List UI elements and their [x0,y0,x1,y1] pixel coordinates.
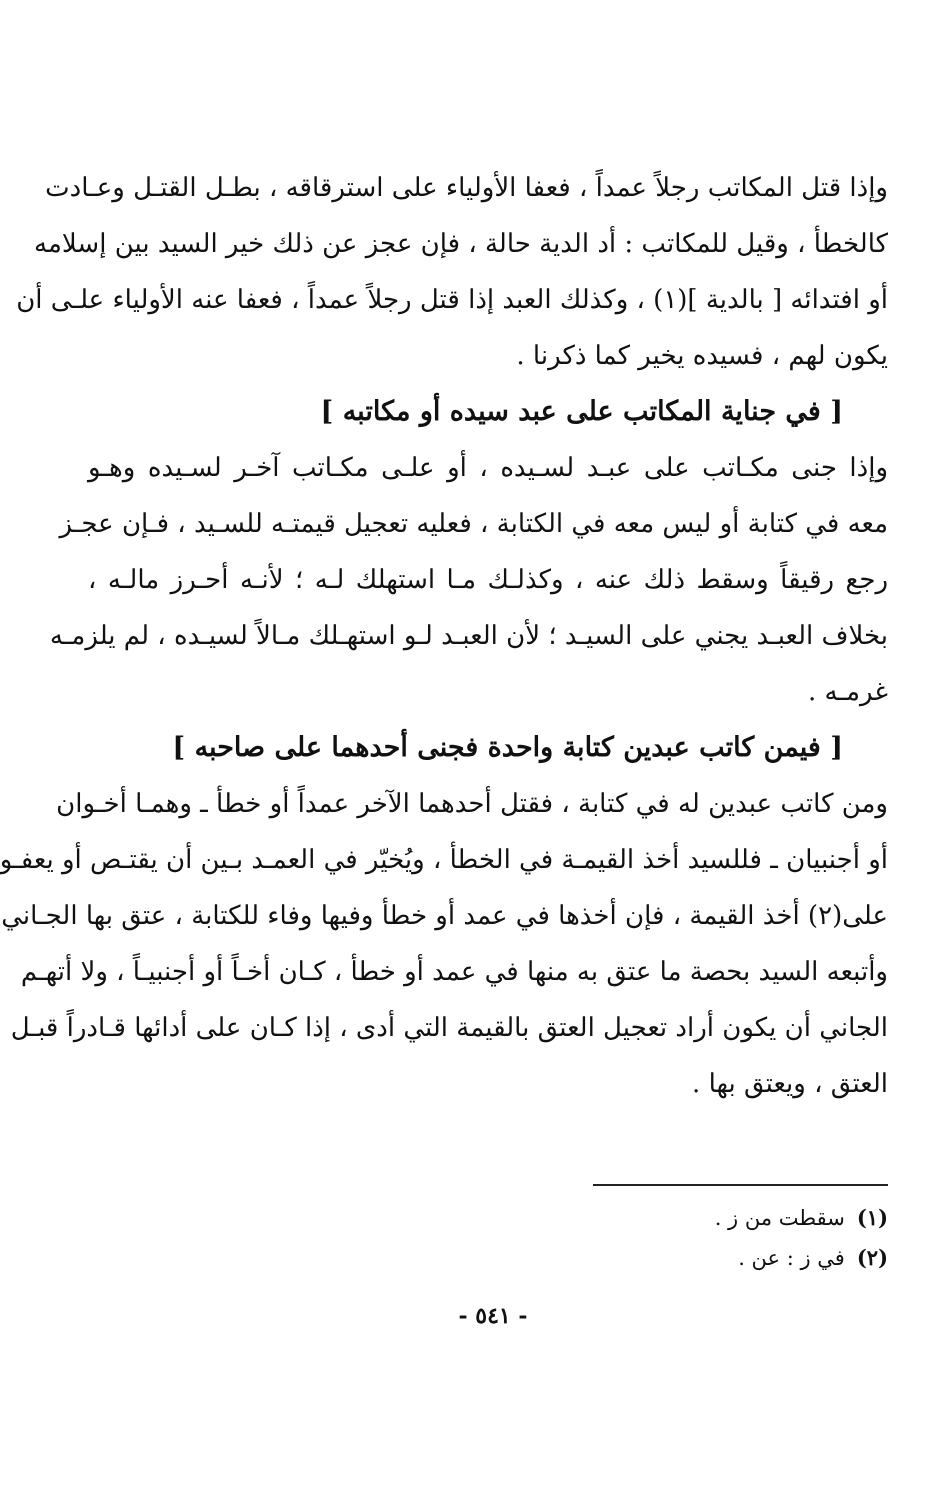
section-heading: [ في جناية المكاتب على عبد سيده أو مكاتبه ] [320,396,843,427]
section-heading: [ فيمن كاتب عبدين كتابة واحدة فجنى أحدهما على صاحبه ] [172,732,843,763]
paragraph2-line-3: رجع رقيقاً وسقط ذلك عنه ، وكذلـك مـا استهلك لـه ؛ لأنـه أحـرز مالـه ، [88,565,888,595]
paragraph3-line-5: الجاني أن يكون أراد تعجيل العتق بالقيمة التي أدى ، إذا كـان على أدائها قـادراً قبـل [10,1013,888,1043]
footnote-2 [738,1240,888,1276]
page-number: - ٥٤١ - [458,1303,528,1329]
footnote-divider [593,1184,888,1186]
paragraph3-line-1: ومن كاتب عبدين له في كتابة ، فقتل أحدهما الآخر عمداً أو خطأ ـ وهمـا أخـوان [56,789,888,819]
document-page [0,150,888,1450]
paragraph3-line-4: وأتبعه السيد بحصة ما عتق به منها في عمد أو خطأ ، كـان أخـاً أو أجنبيـاً ، ولا أتهـم [20,957,888,987]
paragraph1-line-2: كالخطأ ، وقيل للمكاتب : أد الدية حالة ، فإن عجز عن ذلك خير السيد بين إسلامه [34,229,888,259]
paragraph1-line-1: وإذا قتل المكاتب رجلاً عمداً ، فعفا الأولياء على استرقاقه ، بطـل القتـل وعـادت [45,173,888,203]
paragraph3-line-6: العتق ، ويعتق بها . [692,1069,888,1099]
paragraph3-line-3: على(٢) أخذ القيمة ، فإن أخذها في عمد أو خطأ وفيها وفاء للكتابة ، عتق بها الجـاني [1,901,888,931]
paragraph3-line-2: أو أجنبيان ـ فللسيد أخذ القيمـة في الخطأ ، ويُخيّر في العمـد بـين أن يقتـص أو يعفـو [0,845,888,875]
footnote-text: سقطت من ز . [714,1206,845,1230]
paragraph2-line-5: غرمـه . [808,677,888,707]
paragraph1-line-4: يكون لهم ، فسيده يخير كما ذكرنا . [516,341,888,371]
footnote-number: (١) [856,1205,888,1230]
footnote-text: في ز : عن . [738,1246,845,1270]
paragraph1-line-3: أو افتدائه [ بالدية ](١) ، وكذلك العبد إذا قتل رجلاً عمداً ، فعفا عنه الأولياء علـى أن [16,285,888,315]
footnote-1 [715,1200,888,1236]
paragraph2-line-2: معه في كتابة أو ليس معه في الكتابة ، فعليه تعجيل قيمتـه للسـيد ، فـإن عجـز [59,509,888,539]
footnote-number: (٢) [856,1245,888,1270]
paragraph2-line-1: وإذا جنى مكـاتب على عبـد لسـيده ، أو علـى مكـاتب آخـر لسـيده وهـو [88,453,888,483]
paragraph2-line-4: بخلاف العبـد يجني على السيـد ؛ لأن العبـد لـو استهـلك مـالاً لسيـده ، لم يلزمـه [49,621,888,651]
